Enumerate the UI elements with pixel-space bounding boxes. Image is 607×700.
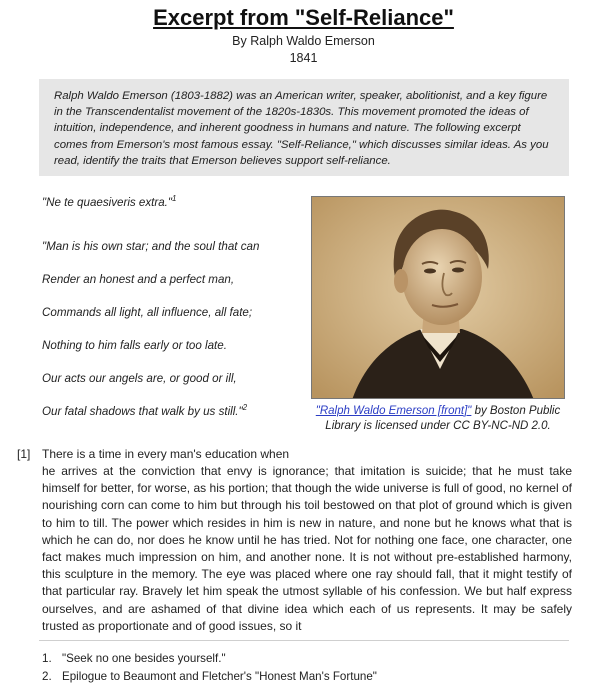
footnotes (42, 650, 377, 686)
photo-caption (311, 404, 565, 434)
poem-line: Nothing to him falls early or too late. (42, 339, 227, 352)
footnote-divider (39, 640, 569, 641)
motto-text: "Ne te quaesiveris extra." (42, 196, 173, 209)
publication-year: 1841 (289, 51, 318, 65)
footnote-text: "Seek no one besides yourself." (62, 652, 226, 665)
paragraph-first-line: There is a time in every man's education when (42, 447, 290, 461)
emerson-portrait (311, 196, 565, 399)
poem-line-last (42, 405, 247, 418)
photo-credit-link[interactable]: "Ralph Waldo Emerson [front]" (315, 405, 472, 417)
paragraph-number: [1] (17, 447, 31, 461)
footnote-item (42, 668, 377, 686)
page-title: Excerpt from "Self-Reliance" (153, 5, 454, 30)
portrait-image (312, 197, 565, 399)
poem-line: "Man is his own star; and the soul that can (42, 240, 260, 253)
poem-line: Our fatal shadows that walk by us still." (42, 405, 243, 418)
footnote-text: Epilogue to Beaumont and Fletcher's "Honest Man's Fortune" (62, 670, 377, 683)
poem-line: Commands all light, all influence, all fate; (42, 306, 253, 319)
caption-license: by Boston Public Library is licensed under CC BY-NC-ND 2.0. (325, 405, 561, 432)
footnote-item (42, 650, 377, 668)
footnote-ref-2[interactable]: 2 (242, 403, 248, 413)
poem-line: Our acts our angels are, or good or ill, (42, 372, 237, 385)
epigraph-motto (42, 196, 176, 209)
author-byline: By Ralph Waldo Emerson (232, 34, 375, 48)
paragraph-body: he arrives at the conviction that envy is ignorance; that imitation is suicide; that he must take himself for better, for worse, as his portion; that though the wide universe is full of good, no kernel of nourishing corn can come to him but through his toil bestowed on that plot of ground which is given to him to till. The power which resides in him is new in nature, and none but he knows what that is which he can do, nor does he know until he has tried. Not for nothing one face, one character, one fact makes much impression on him, and another none. It is not without pre-established harmony, this sculpture in the memory. The eye was placed where one ray should fall, that it might testify of that particular ray. Bravely let him speak the utmost syllable of his confession. We but half express ourselves, and are ashamed of that divine idea which each of us represents. It may be safely trusted as proportionate and of good issues, so it (42, 464, 572, 633)
footnote-number: 1. (42, 652, 52, 665)
footnote-ref-1[interactable]: 1 (172, 194, 177, 204)
poem-line: Render an honest and a perfect man, (42, 273, 235, 286)
intro-box: Ralph Waldo Emerson (1803-1882) was an American writer, speaker, abolitionist, and a key figure in the Transcendentalist movement of the 1820s-1830s. This movement promoted the ideas of intuition, independence, and inherent goodness in humans and nature. The following excerpt comes from Emerson's most famous essay. "Self-Reliance," which discusses similar ideas. As you read, identify the traits that Emerson believes support self-reliance. (39, 79, 569, 176)
footnote-number: 2. (42, 670, 52, 683)
